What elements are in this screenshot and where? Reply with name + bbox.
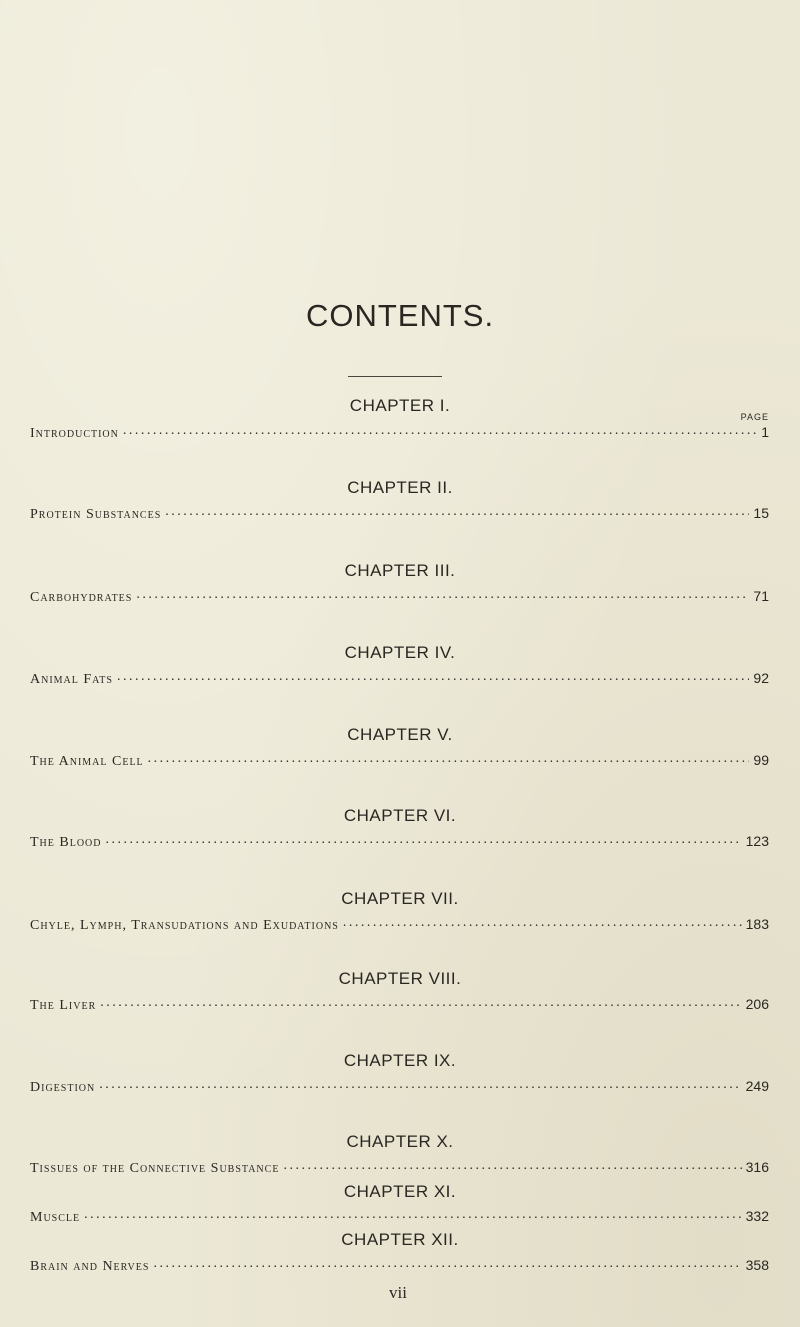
chapter-heading: CHAPTER II. [347, 478, 453, 497]
toc-entry-page: 332 [745, 1208, 769, 1224]
toc-entry-title: Animal Fats [30, 672, 113, 687]
toc-entry[interactable] [30, 832, 769, 851]
toc-entry[interactable] [30, 669, 769, 688]
toc-entry-title: Introduction [30, 426, 119, 441]
toc-entry-title: Digestion [30, 1080, 96, 1095]
chapter-heading: CHAPTER IX. [343, 1051, 457, 1070]
chapter-heading: CHAPTER III. [344, 561, 456, 580]
dot-leader [84, 1207, 742, 1221]
toc-entry-page: 316 [745, 1159, 769, 1175]
toc-entry-title: Muscle [30, 1210, 81, 1225]
toc-entry[interactable] [30, 504, 769, 523]
toc-entry[interactable] [30, 1158, 769, 1177]
title-rule [348, 376, 442, 377]
dot-leader [148, 751, 750, 765]
toc-entry[interactable] [30, 1077, 769, 1096]
toc-entry[interactable] [30, 1207, 769, 1226]
toc-entry[interactable] [30, 423, 769, 442]
toc-entry-page: 183 [745, 916, 769, 932]
dot-leader [153, 1256, 741, 1270]
toc-entry-page: 92 [753, 670, 769, 686]
toc-entry-title: Carbohydrates [30, 590, 133, 605]
chapter-heading: CHAPTER X. [346, 1132, 454, 1151]
toc-entry-page: 123 [745, 833, 769, 849]
toc-entry-page: 249 [745, 1078, 769, 1094]
toc-entry-title: The Animal Cell [30, 754, 144, 769]
dot-leader [106, 832, 742, 846]
dot-leader [100, 995, 741, 1009]
toc-entry[interactable] [30, 587, 769, 606]
toc-entry-page: 206 [745, 996, 769, 1012]
toc-entry[interactable] [30, 995, 769, 1014]
toc-entry-title: Protein Substances [30, 507, 162, 522]
chapter-heading: CHAPTER VII. [341, 889, 459, 908]
dot-leader [136, 587, 749, 601]
toc-entry-title: Tissues of the Connective Substance [30, 1161, 280, 1176]
toc-entry-page: 71 [753, 588, 769, 604]
toc-entry[interactable] [30, 915, 769, 934]
chapter-heading: CHAPTER XII. [341, 1230, 459, 1249]
toc-entry-page: 15 [753, 505, 769, 521]
dot-leader [165, 504, 749, 518]
chapter-heading: CHAPTER VIII. [338, 969, 462, 988]
dot-leader [99, 1077, 741, 1091]
dot-leader [123, 423, 757, 437]
toc-entry-page: 99 [753, 752, 769, 768]
page-title: CONTENTS. [305, 298, 495, 333]
toc-entry-title: The Blood [30, 835, 102, 850]
toc-entry-page: 1 [761, 424, 769, 440]
toc-entry-page: 358 [745, 1257, 769, 1273]
page-column-label: PAGE [740, 412, 769, 422]
toc-entry-title: The Liver [30, 998, 97, 1013]
page-number: vii [389, 1283, 407, 1302]
chapter-heading: CHAPTER XI. [343, 1182, 457, 1201]
chapter-heading: CHAPTER VI. [343, 806, 457, 825]
toc-entry[interactable] [30, 751, 769, 770]
chapter-heading: CHAPTER V. [347, 725, 453, 744]
toc-entry-title: Brain and Nerves [30, 1259, 150, 1274]
dot-leader [283, 1158, 741, 1172]
dot-leader [343, 915, 742, 929]
toc-entry-title: Chyle, Lymph, Transudations and Exudations [30, 918, 339, 933]
chapter-heading: CHAPTER I. [349, 396, 451, 415]
toc-entry[interactable] [30, 1256, 769, 1275]
chapter-heading: CHAPTER IV. [344, 643, 456, 662]
dot-leader [117, 669, 749, 683]
